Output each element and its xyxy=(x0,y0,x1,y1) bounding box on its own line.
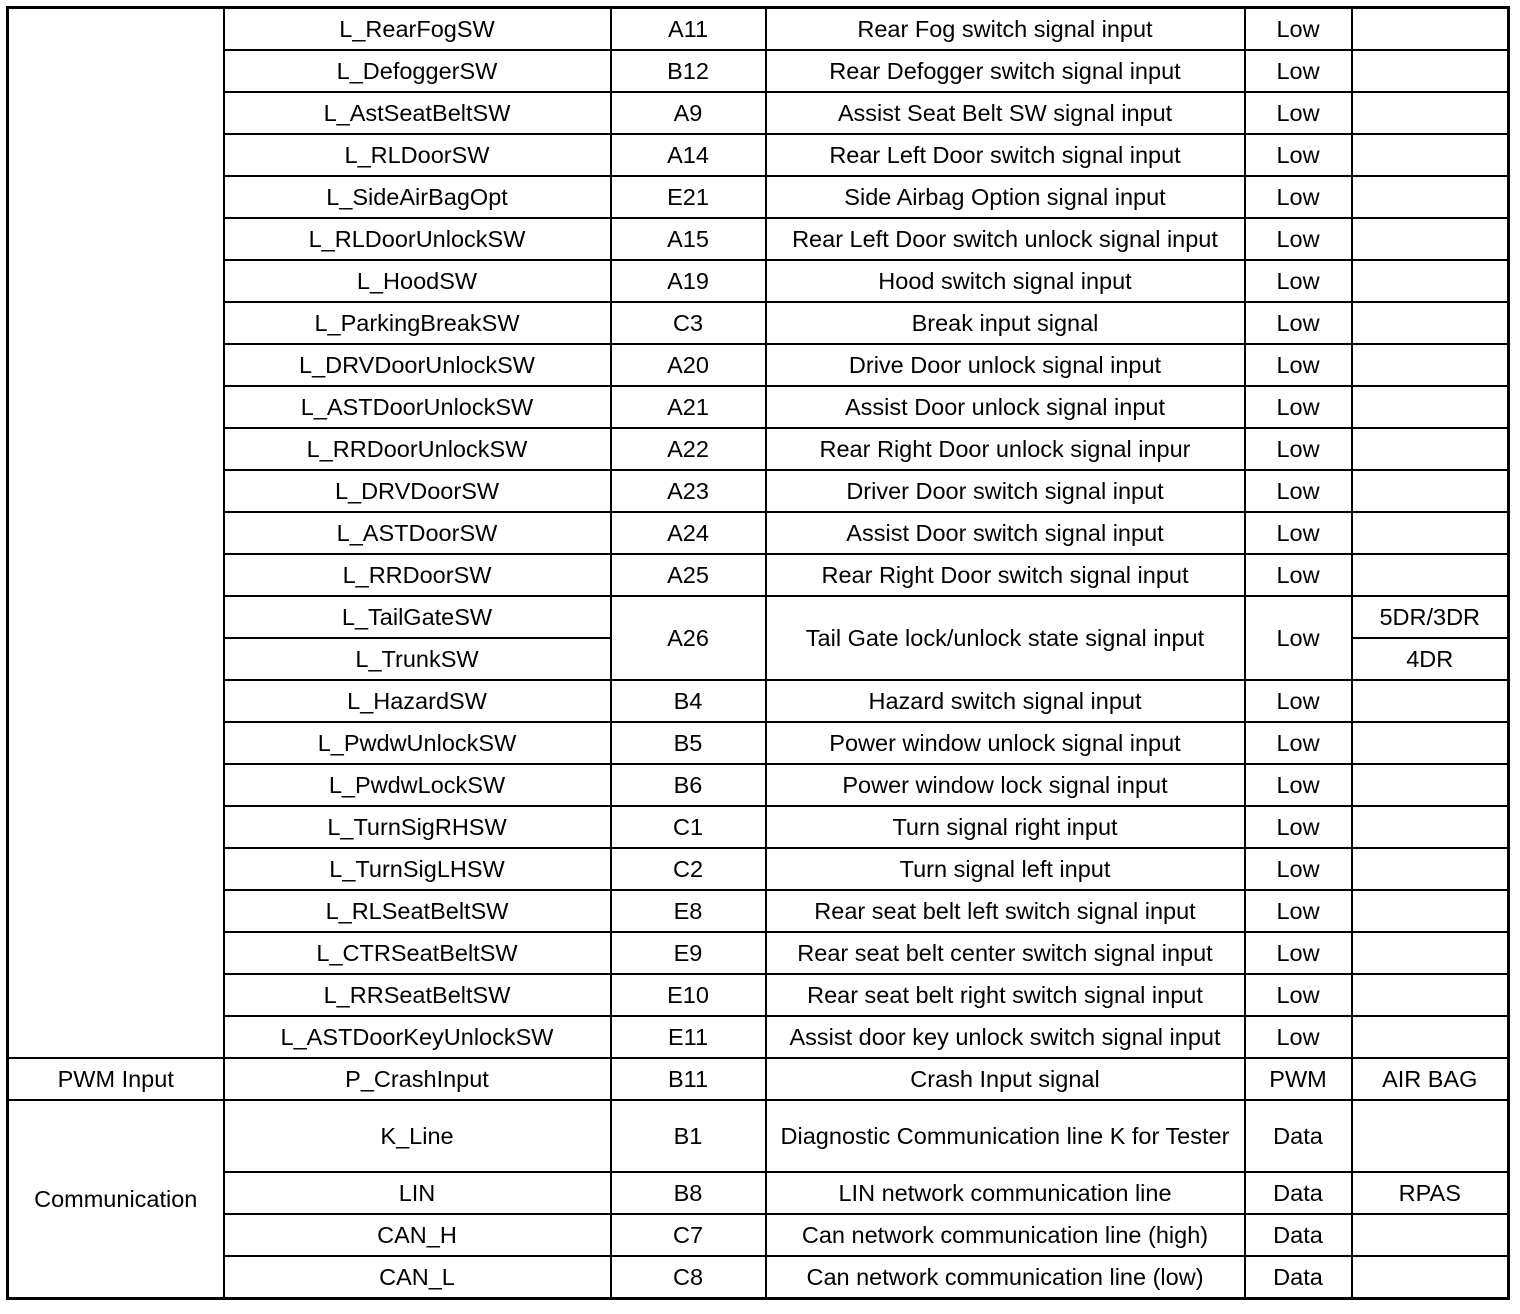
group-cell-digital xyxy=(8,8,224,1059)
signal-cell: K_Line xyxy=(224,1100,611,1172)
table-row xyxy=(8,386,1509,428)
description-cell: Rear Fog switch signal input xyxy=(766,8,1245,51)
pin-cell: E21 xyxy=(611,176,766,218)
remark-cell xyxy=(1352,932,1509,974)
table-row xyxy=(8,512,1509,554)
table-row xyxy=(8,806,1509,848)
pin-cell: A23 xyxy=(611,470,766,512)
remark-cell xyxy=(1352,50,1509,92)
description-cell: Rear Left Door switch signal input xyxy=(766,134,1245,176)
table-row xyxy=(8,344,1509,386)
description-cell: Assist door key unlock switch signal input xyxy=(766,1016,1245,1058)
description-cell: Side Airbag Option signal input xyxy=(766,176,1245,218)
remark-cell xyxy=(1352,218,1509,260)
signal-cell: L_DRVDoorUnlockSW xyxy=(224,344,611,386)
pin-cell: C8 xyxy=(611,1256,766,1299)
description-cell: Power window lock signal input xyxy=(766,764,1245,806)
pin-cell: B1 xyxy=(611,1100,766,1172)
signal-cell: L_RLSeatBeltSW xyxy=(224,890,611,932)
level-cell: PWM xyxy=(1245,1058,1352,1100)
signal-cell: L_AstSeatBeltSW xyxy=(224,92,611,134)
table-row xyxy=(8,50,1509,92)
description-cell: Driver Door switch signal input xyxy=(766,470,1245,512)
level-cell: Low xyxy=(1245,764,1352,806)
pin-cell: A22 xyxy=(611,428,766,470)
remark-cell xyxy=(1352,260,1509,302)
signal-cell: L_PwdwUnlockSW xyxy=(224,722,611,764)
pin-cell: A21 xyxy=(611,386,766,428)
level-cell: Low xyxy=(1245,596,1352,680)
description-cell: Rear Right Door switch signal input xyxy=(766,554,1245,596)
signal-cell: L_TrunkSW xyxy=(224,638,611,680)
table-row xyxy=(8,8,1509,51)
level-cell: Low xyxy=(1245,8,1352,51)
pin-cell: A20 xyxy=(611,344,766,386)
signal-cell: L_ASTDoorSW xyxy=(224,512,611,554)
level-cell: Data xyxy=(1245,1172,1352,1214)
pin-cell: C1 xyxy=(611,806,766,848)
remark-cell: 4DR xyxy=(1352,638,1509,680)
pin-cell: B12 xyxy=(611,50,766,92)
remark-cell xyxy=(1352,680,1509,722)
level-cell: Low xyxy=(1245,722,1352,764)
remark-cell xyxy=(1352,554,1509,596)
level-cell: Low xyxy=(1245,974,1352,1016)
description-cell: Rear seat belt center switch signal input xyxy=(766,932,1245,974)
table-row xyxy=(8,176,1509,218)
signal-cell: L_RearFogSW xyxy=(224,8,611,51)
level-cell: Low xyxy=(1245,218,1352,260)
table-row-pwm xyxy=(8,1058,1509,1100)
description-cell: Turn signal left input xyxy=(766,848,1245,890)
signal-cell: L_SideAirBagOpt xyxy=(224,176,611,218)
pin-cell: B8 xyxy=(611,1172,766,1214)
description-cell: Hood switch signal input xyxy=(766,260,1245,302)
description-cell: Rear Left Door switch unlock signal input xyxy=(766,218,1245,260)
remark-cell xyxy=(1352,1256,1509,1299)
table-row xyxy=(8,218,1509,260)
level-cell: Low xyxy=(1245,260,1352,302)
table-row xyxy=(8,848,1509,890)
remark-cell xyxy=(1352,764,1509,806)
signal-cell: L_HazardSW xyxy=(224,680,611,722)
pin-cell: E8 xyxy=(611,890,766,932)
signal-cell: L_RRSeatBeltSW xyxy=(224,974,611,1016)
signal-cell: L_RRDoorUnlockSW xyxy=(224,428,611,470)
pin-cell: C7 xyxy=(611,1214,766,1256)
signal-cell: L_TurnSigLHSW xyxy=(224,848,611,890)
signal-cell: L_HoodSW xyxy=(224,260,611,302)
remark-cell xyxy=(1352,974,1509,1016)
table-row xyxy=(8,764,1509,806)
description-cell: Rear seat belt left switch signal input xyxy=(766,890,1245,932)
pin-cell: C3 xyxy=(611,302,766,344)
signal-cell: L_TurnSigRHSW xyxy=(224,806,611,848)
remark-cell xyxy=(1352,176,1509,218)
description-cell: Crash Input signal xyxy=(766,1058,1245,1100)
pin-cell: A14 xyxy=(611,134,766,176)
level-cell: Low xyxy=(1245,134,1352,176)
level-cell: Low xyxy=(1245,806,1352,848)
description-cell: Power window unlock signal input xyxy=(766,722,1245,764)
signal-cell: L_RLDoorUnlockSW xyxy=(224,218,611,260)
description-cell: Tail Gate lock/unlock state signal input xyxy=(766,596,1245,680)
table-row xyxy=(8,302,1509,344)
pin-cell: B6 xyxy=(611,764,766,806)
pin-cell: A24 xyxy=(611,512,766,554)
signal-cell: L_ASTDoorKeyUnlockSW xyxy=(224,1016,611,1058)
remark-cell: AIR BAG xyxy=(1352,1058,1509,1100)
remark-cell xyxy=(1352,302,1509,344)
pin-cell: B5 xyxy=(611,722,766,764)
pin-cell: A26 xyxy=(611,596,766,680)
description-cell: LIN network communication line xyxy=(766,1172,1245,1214)
signal-cell: L_RRDoorSW xyxy=(224,554,611,596)
signal-cell: P_CrashInput xyxy=(224,1058,611,1100)
level-cell: Low xyxy=(1245,1016,1352,1058)
pin-cell: B11 xyxy=(611,1058,766,1100)
remark-cell: 5DR/3DR xyxy=(1352,596,1509,638)
pin-cell: A9 xyxy=(611,92,766,134)
description-cell: Drive Door unlock signal input xyxy=(766,344,1245,386)
table-row xyxy=(8,1256,1509,1299)
level-cell: Data xyxy=(1245,1100,1352,1172)
level-cell: Low xyxy=(1245,344,1352,386)
table-row xyxy=(8,92,1509,134)
signal-cell: CAN_H xyxy=(224,1214,611,1256)
description-cell: Break input signal xyxy=(766,302,1245,344)
description-cell: Assist Door unlock signal input xyxy=(766,386,1245,428)
description-cell: Rear Right Door unlock signal inpur xyxy=(766,428,1245,470)
signal-cell: CAN_L xyxy=(224,1256,611,1299)
signal-cell: L_RLDoorSW xyxy=(224,134,611,176)
description-cell: Assist Door switch signal input xyxy=(766,512,1245,554)
remark-cell xyxy=(1352,8,1509,51)
table-row xyxy=(8,554,1509,596)
description-cell: Rear Defogger switch signal input xyxy=(766,50,1245,92)
remark-cell xyxy=(1352,512,1509,554)
remark-cell: RPAS xyxy=(1352,1172,1509,1214)
table-row xyxy=(8,680,1509,722)
remark-cell xyxy=(1352,722,1509,764)
remark-cell xyxy=(1352,1214,1509,1256)
remark-cell xyxy=(1352,1100,1509,1172)
description-cell: Rear seat belt right switch signal input xyxy=(766,974,1245,1016)
table-row xyxy=(8,890,1509,932)
table-row xyxy=(8,134,1509,176)
level-cell: Low xyxy=(1245,680,1352,722)
table-row xyxy=(8,428,1509,470)
level-cell: Data xyxy=(1245,1256,1352,1299)
pin-cell: A19 xyxy=(611,260,766,302)
pin-cell: E9 xyxy=(611,932,766,974)
level-cell: Low xyxy=(1245,554,1352,596)
table-row xyxy=(8,1016,1509,1058)
remark-cell xyxy=(1352,806,1509,848)
level-cell: Low xyxy=(1245,512,1352,554)
remark-cell xyxy=(1352,1016,1509,1058)
table-row xyxy=(8,932,1509,974)
level-cell: Low xyxy=(1245,428,1352,470)
description-cell: Assist Seat Belt SW signal input xyxy=(766,92,1245,134)
signal-cell: L_CTRSeatBeltSW xyxy=(224,932,611,974)
table-row xyxy=(8,1100,1509,1172)
table-row-tailgate xyxy=(8,596,1509,638)
signal-cell: L_ParkingBreakSW xyxy=(224,302,611,344)
remark-cell xyxy=(1352,428,1509,470)
level-cell: Low xyxy=(1245,176,1352,218)
description-cell: Can network communication line (high) xyxy=(766,1214,1245,1256)
description-cell: Hazard switch signal input xyxy=(766,680,1245,722)
remark-cell xyxy=(1352,470,1509,512)
table-row xyxy=(8,1214,1509,1256)
pin-cell: C2 xyxy=(611,848,766,890)
remark-cell xyxy=(1352,344,1509,386)
pin-cell: A15 xyxy=(611,218,766,260)
level-cell: Low xyxy=(1245,932,1352,974)
remark-cell xyxy=(1352,92,1509,134)
remark-cell xyxy=(1352,386,1509,428)
level-cell: Low xyxy=(1245,92,1352,134)
level-cell: Low xyxy=(1245,848,1352,890)
description-cell: Diagnostic Communication line K for Tester xyxy=(766,1100,1245,1172)
level-cell: Data xyxy=(1245,1214,1352,1256)
pin-cell: E11 xyxy=(611,1016,766,1058)
table-row xyxy=(8,1172,1509,1214)
remark-cell xyxy=(1352,848,1509,890)
level-cell: Low xyxy=(1245,50,1352,92)
table-row xyxy=(8,974,1509,1016)
level-cell: Low xyxy=(1245,890,1352,932)
description-cell: Can network communication line (low) xyxy=(766,1256,1245,1299)
group-cell-communication: Communication xyxy=(8,1100,224,1299)
pin-table xyxy=(6,6,1510,1300)
group-cell-pwm: PWM Input xyxy=(8,1058,224,1100)
signal-cell: L_DRVDoorSW xyxy=(224,470,611,512)
signal-cell: L_PwdwLockSW xyxy=(224,764,611,806)
table-row xyxy=(8,260,1509,302)
description-cell: Turn signal right input xyxy=(766,806,1245,848)
remark-cell xyxy=(1352,890,1509,932)
signal-cell: L_DefoggerSW xyxy=(224,50,611,92)
signal-cell: L_ASTDoorUnlockSW xyxy=(224,386,611,428)
pin-cell: A25 xyxy=(611,554,766,596)
pin-cell: E10 xyxy=(611,974,766,1016)
table-row xyxy=(8,722,1509,764)
table-row xyxy=(8,470,1509,512)
level-cell: Low xyxy=(1245,302,1352,344)
remark-cell xyxy=(1352,134,1509,176)
signal-cell: LIN xyxy=(224,1172,611,1214)
pin-cell: B4 xyxy=(611,680,766,722)
level-cell: Low xyxy=(1245,386,1352,428)
pin-cell: A11 xyxy=(611,8,766,51)
signal-cell: L_TailGateSW xyxy=(224,596,611,638)
level-cell: Low xyxy=(1245,470,1352,512)
